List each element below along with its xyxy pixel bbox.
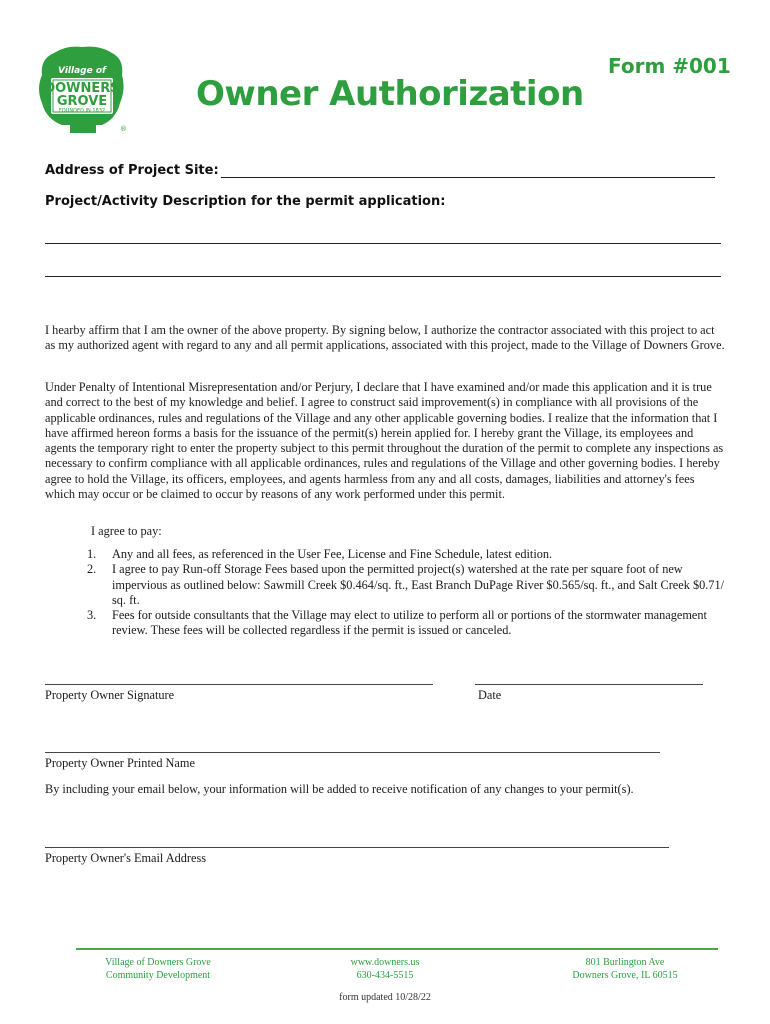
email-address-label: Property Owner's Email Address (45, 851, 207, 865)
logo-text-downers: DOWNERS (44, 81, 120, 96)
footer-org-name: Village of Downers Grove (105, 957, 211, 968)
footer-city: Downers Grove, IL 60515 (572, 969, 678, 981)
logo-text-founded: FOUNDED IN 1832 (58, 108, 106, 114)
email-line[interactable] (45, 847, 669, 848)
list-item-text: I agree to pay Run-off Storage Fees based upon the permitted project(s) watershed at the rate per square foot of new impervious as outlined below: Sawmill Creek $0.464/sq. ft., East Branch DuPage River $0.565/sq. ft., and Salt Creek $0.71/ sq. ft. (112, 562, 725, 607)
logo-text-village: Village of (58, 66, 106, 76)
village-logo (36, 45, 128, 135)
form-updated-date: form updated 10/28/22 (339, 992, 431, 1003)
description-label: Project/Activity Description for the permit application: (45, 194, 446, 209)
list-item (87, 547, 727, 562)
list-item-number: 3. (87, 608, 97, 623)
perjury-paragraph: Under Penalty of Intentional Misrepresentation and/or Perjury, I declare that I have examined and/or made this application and it is true and correct to the best of my knowledge and belief. I agree to construct said improvement(s) in compliance with all provisions of the applicable ordinances, rules and regulations of the Village and any other applicable governing bodies. I realize that the information that I have affirmed hereon forms a basis for the issuance of the permit(s) herein applied for. I hereby grant the Village, its employees and agents the temporary right to enter the property subject to this permit throughout the duration of the permit to complete any inspections as necessary to confirm compliance with all applicable ordinances, rules and regulations of the Village and other governing bodies. I hereby agree to hold the Village, its officers, employees, and agents harmless from any and all costs, damages, liabilities and attorney's fees which may occur or be claimed to occur by reasons of any work performed under this permit. (45, 380, 724, 502)
list-item-number: 2. (87, 562, 97, 577)
footer-organization (88, 957, 228, 982)
address-input-line[interactable] (221, 165, 715, 178)
footer-street: 801 Burlington Ave (585, 957, 665, 968)
description-line-1[interactable] (45, 243, 721, 244)
form-number: Form #001 (608, 54, 731, 78)
list-item-text: Fees for outside consultants that the Village may elect to utilize to perform all or portions of the stormwater management review. These fees will be collected regardless if the permit is issued or canceled. (112, 608, 707, 638)
address-label: Address of Project Site: (45, 163, 219, 178)
owner-signature-label: Property Owner Signature (45, 688, 175, 702)
fee-list (87, 547, 727, 639)
email-notice: By including your email below, your information will be added to receive notification of any changes to your permit(s). (45, 782, 634, 796)
footer-divider (76, 948, 718, 950)
list-item-number: 1. (87, 547, 97, 561)
description-line-2[interactable] (45, 276, 721, 277)
footer-contact (320, 957, 450, 982)
printed-name-line[interactable] (45, 752, 660, 753)
agree-to-pay-label: I agree to pay: (91, 524, 162, 538)
date-label: Date (478, 688, 502, 702)
list-item (87, 608, 727, 639)
footer-phone: 630-434-5515 (356, 969, 414, 981)
owner-signature-line[interactable] (45, 684, 433, 685)
footer-org-dept: Community Development (105, 969, 211, 981)
list-item (87, 562, 727, 608)
page-title: Owner Authorization (196, 74, 584, 114)
footer-website: www.downers.us (350, 957, 420, 968)
list-item-text: Any and all fees, as referenced in the User Fee, License and Fine Schedule, latest edition. (112, 547, 553, 561)
logo-text-grove: GROVE (56, 94, 108, 109)
logo-registered-mark: ® (120, 125, 127, 133)
date-line[interactable] (475, 684, 703, 685)
address-field-row (45, 163, 715, 178)
affirmation-paragraph: I hearby affirm that I am the owner of the above property. By signing below, I authorize the contractor associated with this project to act as my authorized agent with regard to any and all permit applications, associated with this project, made to the Village of Downers Grove. (45, 323, 725, 353)
footer-address (545, 957, 705, 982)
printed-name-label: Property Owner Printed Name (45, 756, 195, 770)
